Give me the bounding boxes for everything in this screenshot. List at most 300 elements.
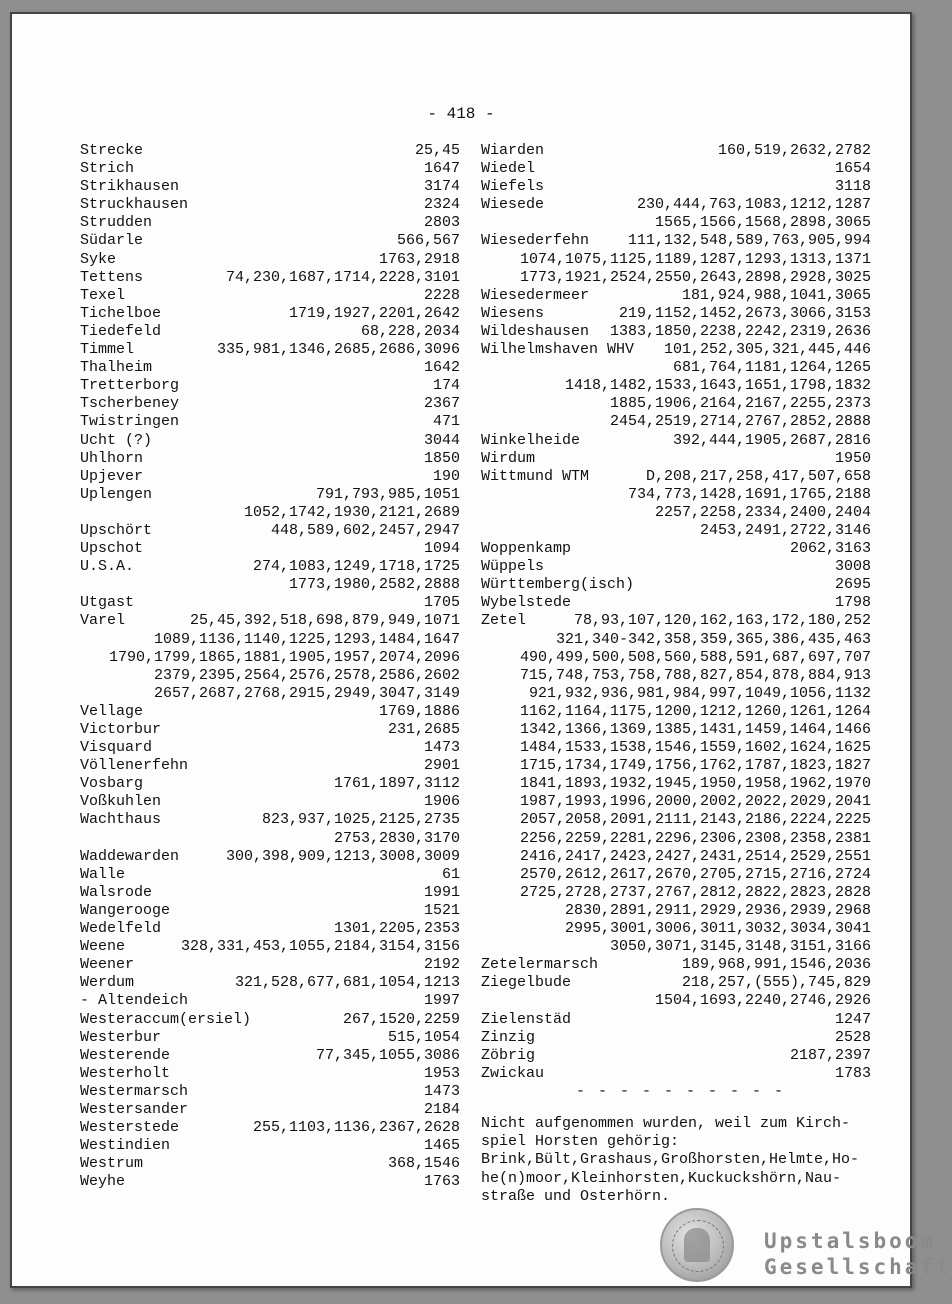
entry-row [80, 160, 460, 178]
place-name: Walle [80, 865, 126, 883]
index-entry [80, 305, 460, 323]
place-name: U.S.A. [80, 558, 135, 576]
reference-numbers: 160,519,2632,2782 [717, 142, 871, 159]
entry-row [80, 323, 460, 341]
index-entry [80, 214, 460, 232]
index-entry [80, 1083, 460, 1101]
reference-numbers: D,208,217,258,417,507,658 [645, 467, 871, 485]
place-name: Wiefels [481, 178, 545, 196]
entry-row [80, 432, 460, 450]
place-name: Weener [80, 956, 135, 974]
reference-numbers-continued: 1773,1980,2582,2888 [288, 576, 460, 594]
entry-row [80, 938, 460, 956]
reference-numbers: 3044 [423, 431, 460, 449]
entry-row [80, 413, 460, 431]
place-name: Wiarden [481, 142, 545, 159]
place-name: Weene [80, 938, 126, 956]
index-entry [80, 432, 460, 450]
entry-row [80, 269, 460, 287]
place-name: Voßkuhlen [80, 793, 162, 811]
entry-row [481, 196, 871, 214]
place-name: Waddewarden [80, 847, 180, 865]
index-entry [80, 468, 460, 486]
reference-numbers: 1798 [834, 594, 871, 612]
entry-row [80, 884, 460, 902]
place-name: Zetelermarsch [481, 956, 599, 974]
index-entry [80, 450, 460, 468]
reference-numbers: 2228 [423, 286, 460, 304]
entry-row [80, 450, 460, 468]
index-entry [80, 196, 460, 214]
reference-numbers: 1761,1897,3112 [333, 775, 460, 793]
reference-numbers-continued: 681,764,1181,1264,1265 [672, 359, 871, 377]
entry-row [80, 920, 460, 938]
index-entry [80, 251, 460, 269]
reference-numbers: 2184 [423, 1100, 460, 1118]
index-entry [80, 1029, 460, 1047]
logo-line-2: Gesellschaft [764, 1255, 952, 1279]
reference-numbers: 101,252,305,321,445,446 [663, 341, 871, 359]
reference-numbers: 3174 [423, 178, 460, 196]
reference-numbers: 2062,3163 [789, 540, 871, 558]
place-name: Westerholt [80, 1064, 171, 1082]
place-name: Ziegelbude [481, 974, 572, 992]
reference-numbers: 1763 [423, 1173, 460, 1191]
index-entry [481, 450, 871, 468]
place-name: Wiesede [481, 196, 545, 214]
entry-row [80, 468, 460, 486]
index-entry [481, 232, 871, 286]
entry-row [80, 558, 460, 576]
reference-numbers: 300,398,909,1213,3008,3009 [225, 847, 460, 865]
index-entry [80, 1155, 460, 1173]
entry-row [80, 848, 460, 866]
place-name: Uplengen [80, 485, 153, 503]
place-name: Westeraccum(ersiel) [80, 1010, 252, 1028]
index-entry [80, 160, 460, 178]
place-name: Wangerooge [80, 901, 171, 919]
index-entry [481, 1029, 871, 1047]
seal-emblem [660, 1208, 734, 1282]
place-name: Woppenkamp [481, 540, 572, 558]
index-entry [80, 142, 460, 160]
entry-row [80, 1047, 460, 1065]
reference-numbers: 1247 [834, 1010, 871, 1028]
index-entry [80, 1173, 460, 1191]
index-entry [80, 558, 460, 594]
index-entry [80, 178, 460, 196]
place-name: Syke [80, 250, 117, 268]
place-name: Thalheim [80, 359, 153, 377]
place-name: Ucht (?) [80, 431, 153, 449]
entry-row [80, 305, 460, 323]
index-entry [80, 232, 460, 250]
entry-row [481, 142, 871, 160]
place-name: Westerbur [80, 1028, 162, 1046]
index-entry [481, 341, 871, 431]
place-name: Strecke [80, 142, 144, 159]
index-entry [80, 413, 460, 431]
index-entry [80, 775, 460, 793]
reference-numbers-continued: 2454,2519,2714,2767,2852,2888 [609, 413, 871, 431]
entry-row [80, 1173, 460, 1191]
place-name: Zinzig [481, 1028, 536, 1046]
index-entry [481, 1047, 871, 1065]
entry-row [481, 612, 871, 630]
entry-row [80, 540, 460, 558]
entry-row [481, 468, 871, 486]
reference-numbers: 1642 [423, 359, 460, 377]
index-entry [80, 703, 460, 721]
place-name: Strich [80, 160, 135, 178]
entry-row [80, 232, 460, 250]
reference-numbers: 1094 [423, 540, 460, 558]
index-entry [80, 269, 460, 287]
reference-numbers-continued: 1987,1993,1996,2000,2002,2022,2029,2041 [519, 793, 871, 811]
place-name: Timmel [80, 341, 135, 359]
index-entry [481, 1065, 871, 1083]
reference-numbers: 328,331,453,1055,2184,3154,3156 [180, 938, 460, 956]
index-entry [80, 1101, 460, 1119]
reference-numbers: 2187,2397 [789, 1046, 871, 1064]
place-name: Wildeshausen [481, 322, 590, 340]
reference-numbers-continued: 1885,1906,2164,2167,2255,2373 [609, 395, 871, 413]
index-entry [481, 287, 871, 305]
reference-numbers-continued: 734,773,1428,1691,1765,2188 [627, 485, 871, 503]
place-name: Upschört [80, 521, 153, 539]
entry-row [481, 432, 871, 450]
index-entry [80, 1137, 460, 1155]
reference-numbers-continued: 2453,2491,2722,3146 [699, 521, 871, 539]
index-entry [481, 305, 871, 323]
entry-row [80, 1083, 460, 1101]
reference-numbers: 566,567 [396, 232, 460, 250]
entry-row [80, 974, 460, 992]
entry-row [481, 450, 871, 468]
reference-numbers-continued: 2257,2258,2334,2400,2404 [654, 503, 871, 521]
index-entry [481, 576, 871, 594]
reference-numbers: 255,1103,1136,2367,2628 [252, 1119, 460, 1137]
reference-numbers: 25,45,392,518,698,879,949,1071 [189, 612, 460, 630]
entry-row [80, 594, 460, 612]
reference-numbers-continued: 715,748,753,758,788,827,854,878,884,913 [519, 666, 871, 684]
place-name: Tretterborg [80, 377, 180, 395]
reference-numbers-continued: 2057,2058,2091,2111,2143,2186,2224,2225 [519, 811, 871, 829]
logo-text [764, 1228, 952, 1280]
entry-row [80, 1101, 460, 1119]
place-name: Wirdum [481, 449, 536, 467]
entry-row [481, 540, 871, 558]
separator-line: - - - - - - - - - - [575, 1082, 785, 1100]
place-name: Zetel [481, 612, 527, 630]
reference-numbers: 1473 [423, 1082, 460, 1100]
reference-numbers-continued: 490,499,500,508,560,588,591,687,697,707 [519, 648, 871, 666]
reference-numbers: 74,230,1687,1714,2228,3101 [225, 268, 460, 286]
index-entry [80, 848, 460, 866]
place-name: Tettens [80, 268, 144, 286]
place-name: Visquard [80, 739, 153, 757]
place-name: Upjever [80, 467, 144, 485]
index-entry [80, 1047, 460, 1065]
reference-numbers-continued: 1841,1893,1932,1945,1950,1958,1962,1970 [519, 775, 871, 793]
place-name: Zöbrig [481, 1046, 536, 1064]
reference-numbers: 189,968,991,1546,2036 [681, 956, 871, 974]
reference-numbers: 267,1520,2259 [342, 1010, 460, 1028]
reference-numbers: 68,228,2034 [360, 322, 460, 340]
entry-row [80, 196, 460, 214]
place-name: Wüppels [481, 558, 545, 576]
place-name: Zwickau [481, 1064, 545, 1082]
entry-row [481, 341, 871, 359]
reference-numbers: 190 [432, 467, 460, 485]
index-entry [80, 377, 460, 395]
entry-row [80, 757, 460, 775]
index-entry [481, 594, 871, 612]
entry-row [80, 359, 460, 377]
reference-numbers: 448,589,602,2457,2947 [270, 521, 460, 539]
index-entry [481, 974, 871, 1010]
entry-row [481, 1065, 871, 1083]
reference-numbers: 2803 [423, 214, 460, 232]
place-name: Tiedefeld [80, 322, 162, 340]
index-entry [80, 757, 460, 775]
entry-row [80, 287, 460, 305]
index-entry [481, 468, 871, 540]
reference-numbers-continued: 2995,3001,3006,3011,3032,3034,3041 [564, 920, 871, 938]
index-entry [481, 1011, 871, 1029]
place-name: Tichelboe [80, 304, 162, 322]
reference-numbers: 218,257,(555),745,829 [681, 974, 871, 992]
reference-numbers: 1465 [423, 1137, 460, 1155]
place-name: - Altendeich [80, 992, 189, 1010]
index-column-right [481, 142, 871, 1206]
index-entry [80, 612, 460, 702]
entry-row [481, 1029, 871, 1047]
entry-row [80, 1137, 460, 1155]
index-entry [80, 866, 460, 884]
entry-row [80, 721, 460, 739]
index-entry [80, 540, 460, 558]
entry-row [481, 576, 871, 594]
entry-row [481, 323, 871, 341]
reference-numbers: 231,2685 [387, 721, 460, 738]
place-name: Westersander [80, 1100, 189, 1118]
reference-numbers: 1950 [834, 449, 871, 467]
place-name: Winkelheide [481, 431, 581, 449]
index-entry [80, 974, 460, 992]
place-name: Württemberg(isch) [481, 576, 635, 594]
index-entry [481, 540, 871, 558]
entry-row [80, 866, 460, 884]
reference-numbers-continued: 1715,1734,1749,1756,1762,1787,1823,1827 [519, 757, 871, 775]
entry-row [481, 287, 871, 305]
place-name: Wittmund WTM [481, 467, 590, 485]
index-entry [80, 341, 460, 359]
index-entry [481, 558, 871, 576]
index-entry [481, 432, 871, 450]
entry-row [80, 377, 460, 395]
place-name: Walsrode [80, 883, 153, 901]
entry-row [481, 232, 871, 250]
place-name: Wilhelmshaven WHV [481, 341, 635, 359]
reference-numbers: 1719,1927,2201,2642 [288, 304, 460, 322]
entry-row [80, 739, 460, 757]
reference-numbers: 1783 [834, 1064, 871, 1082]
entry-row [80, 1029, 460, 1047]
place-name: Wybelstede [481, 594, 572, 612]
place-name: Twistringen [80, 413, 180, 431]
index-entry [80, 721, 460, 739]
reference-numbers: 1997 [423, 992, 460, 1010]
reference-numbers: 515,1054 [387, 1028, 460, 1046]
index-entries-right [481, 142, 871, 1083]
society-logo [660, 1204, 952, 1290]
entry-row [80, 1155, 460, 1173]
reference-numbers-continued: 1504,1693,2240,2746,2926 [654, 992, 871, 1010]
place-name: Zielenstäd [481, 1010, 572, 1028]
place-name: Uhlhorn [80, 449, 144, 467]
reference-numbers: 1301,2205,2353 [333, 920, 460, 938]
reference-numbers-continued: 2830,2891,2911,2929,2936,2939,2968 [564, 901, 871, 919]
reference-numbers-continued: 1089,1136,1140,1225,1293,1484,1647 [153, 630, 460, 648]
place-name: Strikhausen [80, 178, 180, 196]
reference-numbers-continued: 3050,3071,3145,3148,3151,3166 [609, 938, 871, 956]
index-entry [80, 956, 460, 974]
index-entry [80, 739, 460, 757]
index-entry [80, 884, 460, 902]
reference-numbers: 219,1152,1452,2673,3066,3153 [618, 304, 871, 322]
entry-row [481, 160, 871, 178]
reference-numbers: 1647 [423, 160, 460, 178]
reference-numbers-continued: 2570,2612,2617,2670,2705,2715,2716,2724 [519, 865, 871, 883]
index-entry [80, 902, 460, 920]
entry-row [80, 1119, 460, 1137]
place-name: Struckhausen [80, 196, 189, 214]
place-name: Upschot [80, 540, 144, 558]
reference-numbers: 111,132,548,589,763,905,994 [627, 232, 871, 250]
document-page [10, 12, 952, 1288]
reference-numbers: 1521 [423, 901, 460, 919]
reference-numbers: 174 [432, 377, 460, 395]
entry-row [80, 775, 460, 793]
entry-row [80, 992, 460, 1010]
entry-row [80, 612, 460, 630]
place-name: Wiesens [481, 304, 545, 322]
reference-numbers-continued: 2725,2728,2737,2767,2812,2822,2823,2828 [519, 883, 871, 901]
entry-row [80, 1065, 460, 1083]
reference-numbers: 25,45 [414, 142, 460, 159]
reference-numbers-continued: 1773,1921,2524,2550,2643,2898,2928,3025 [519, 268, 871, 286]
place-name: Strudden [80, 214, 153, 232]
index-entry [80, 522, 460, 540]
index-entry [80, 811, 460, 847]
reference-numbers: 1953 [423, 1064, 460, 1082]
reference-numbers-continued: 2379,2395,2564,2576,2578,2586,2602 [153, 666, 460, 684]
logo-line-1: Upstalsboom [764, 1229, 937, 1253]
entry-row [80, 811, 460, 829]
entry-row [80, 395, 460, 413]
reference-numbers: 1763,2918 [378, 250, 460, 268]
footnote: Nicht aufgenommen wurden, weil zum Kirch- spiel Horsten gehörig: Brink,Bült,Grashaus,Großhorsten,Helmte,Ho- he(n)moor,Kleinhorsten,Kuckuckshörn,Nau- straße und Osterhörn. [481, 1114, 860, 1205]
place-name: Victorbur [80, 721, 162, 738]
page-number: - 418 - [427, 105, 495, 123]
place-name: Wiesedermeer [481, 286, 590, 304]
entry-row [481, 558, 871, 576]
place-name: Völlenerfehn [80, 757, 189, 775]
reference-numbers: 77,345,1055,3086 [315, 1046, 460, 1064]
place-name: Wachthaus [80, 811, 162, 829]
reference-numbers-continued: 2416,2417,2423,2427,2431,2514,2529,2551 [519, 847, 871, 865]
place-name: Texel [80, 286, 126, 304]
reference-numbers: 2192 [423, 956, 460, 974]
reference-numbers: 78,93,107,120,162,163,172,180,252 [573, 612, 871, 630]
reference-numbers: 2367 [423, 395, 460, 413]
index-entry [80, 287, 460, 305]
reference-numbers: 471 [432, 413, 460, 431]
entry-row [80, 956, 460, 974]
entry-row [80, 251, 460, 269]
reference-numbers: 61 [441, 865, 460, 883]
entry-row [80, 522, 460, 540]
index-entry [80, 920, 460, 938]
place-name: Wiedel [481, 160, 536, 178]
reference-numbers: 274,1083,1249,1718,1725 [252, 558, 460, 576]
place-name: Werdum [80, 974, 135, 992]
reference-numbers-continued: 1052,1742,1930,2121,2689 [243, 503, 460, 521]
reference-numbers: 2901 [423, 757, 460, 775]
index-column-left [80, 142, 460, 1191]
reference-numbers-continued: 1074,1075,1125,1189,1287,1293,1313,1371 [519, 250, 871, 268]
entry-row [481, 594, 871, 612]
index-entry [481, 956, 871, 974]
entry-row [80, 486, 460, 504]
place-name: Westerstede [80, 1119, 180, 1137]
reference-numbers-continued: 321,340-342,358,359,365,386,435,463 [555, 630, 871, 648]
place-name: Utgast [80, 594, 135, 612]
index-entry [80, 359, 460, 377]
place-name: Vellage [80, 702, 144, 720]
reference-numbers-continued: 2753,2830,3170 [333, 829, 460, 847]
entry-row [80, 703, 460, 721]
place-name: Westindien [80, 1137, 171, 1155]
place-name: Vosbarg [80, 775, 144, 793]
entry-row [481, 305, 871, 323]
index-entry [481, 160, 871, 178]
index-entry [80, 395, 460, 413]
index-entry [481, 142, 871, 160]
reference-numbers: 335,981,1346,2685,2686,3096 [216, 341, 460, 359]
reference-numbers: 1654 [834, 160, 871, 178]
place-name: Westermarsch [80, 1082, 189, 1100]
index-entry [80, 486, 460, 522]
index-entry [80, 1011, 460, 1029]
reference-numbers: 392,444,1905,2687,2816 [672, 431, 871, 449]
reference-numbers: 181,924,988,1041,3065 [681, 286, 871, 304]
place-name: Wedelfeld [80, 920, 162, 938]
reference-numbers-continued: 1342,1366,1369,1385,1431,1459,1464,1466 [519, 721, 871, 738]
index-entry [481, 196, 871, 232]
index-entry [80, 1119, 460, 1137]
entry-row [481, 178, 871, 196]
index-entry [80, 323, 460, 341]
reference-numbers: 1769,1886 [378, 702, 460, 720]
reference-numbers: 1383,1850,2238,2242,2319,2636 [609, 322, 871, 340]
reference-numbers-continued: 1162,1164,1175,1200,1212,1260,1261,1264 [519, 702, 871, 720]
reference-numbers-continued: 2657,2687,2768,2915,2949,3047,3149 [153, 684, 460, 702]
entry-row [80, 793, 460, 811]
reference-numbers-continued: 1790,1799,1865,1881,1905,1957,2074,2096 [108, 648, 460, 666]
index-entry [481, 323, 871, 341]
